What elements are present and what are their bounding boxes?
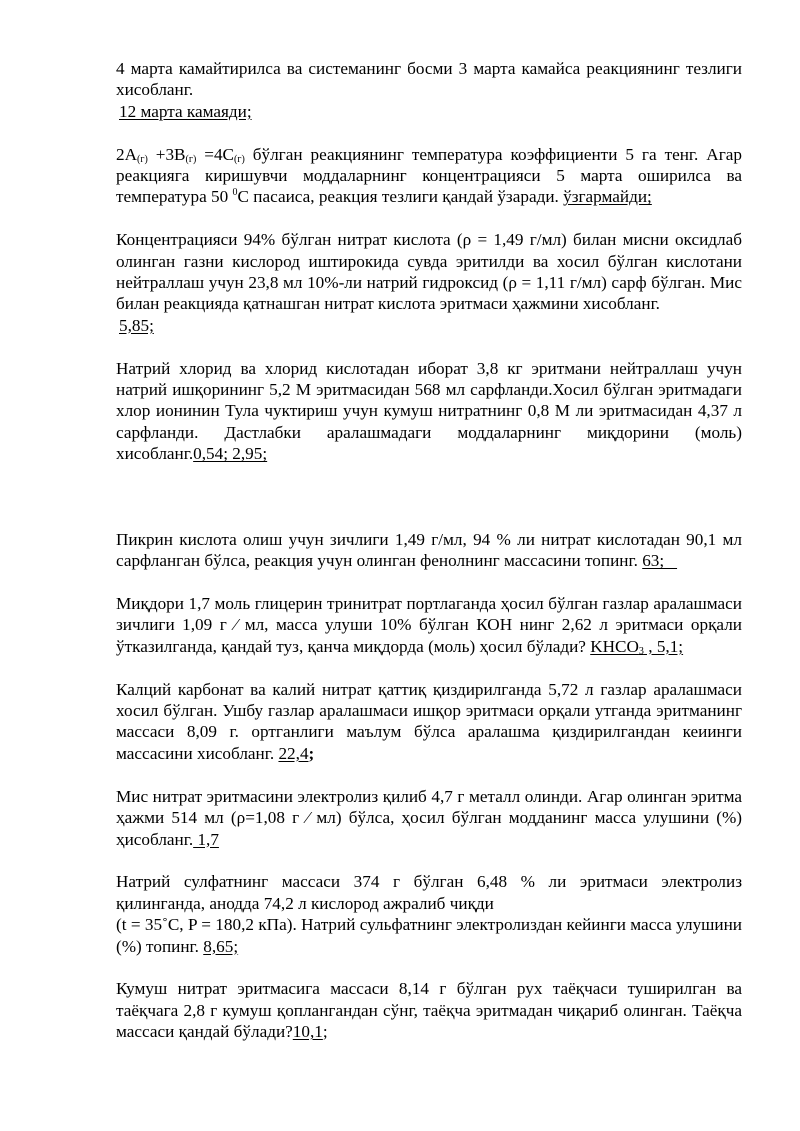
problem-text: Концентрацияси 94% бўлган нитрат кислота (ρ = 1,49 г/мл) билан мисни оксидлаб олинган газни кислород иштирокида сувда эритилди ва хосил бўлган кислотани нейтраллаш учун 23,8 мл 10%-ли натрий гидроксид (ρ = 1,11 г/мл) сарф бўлган. Мис билан реакцияда қатнашган нитрат кислота эритмаси ҳажмини хисобланг. xyxy=(116,230,742,314)
problem-text xyxy=(116,786,742,850)
problem-text-part: Пикрин кислота олиш учун зичлиги 1,49 г/мл, 94 % ли нитрат кислотадан 90,1 мл сарфланган бўлса, реакция учун олинган фенолнинг массасини топинг. xyxy=(116,529,742,571)
answer-value: , 5,1; xyxy=(643,636,684,656)
problem-text-part: Кумуш нитрат эритмасига массаси 8,14 г бўлган рух таёқчаси туширилган ва таёқчага 2,8 г кумуш қоплангандан сўнг, таёқча эритмадан чиқариб олинган. Таёқча массаси қандай бўлади? xyxy=(116,979,742,1042)
answer: 10,1 xyxy=(292,1022,323,1042)
problem-text xyxy=(116,358,742,465)
subscript: 3 xyxy=(638,645,644,657)
answer: 5,85; xyxy=(119,315,154,335)
problem-text xyxy=(116,144,742,208)
answer-tail: ; xyxy=(308,743,315,763)
superscript: 0 xyxy=(232,187,238,199)
subscript: (г) xyxy=(137,153,148,165)
problem-text xyxy=(116,914,742,957)
problem-text-part: Миқдори 1,7 моль глицерин тринитрат портлаганда ҳосил бўлган газлар аралашмаси зичлиги 1,09 г ⁄ мл, масса улуши 10% бўлган КОН нинг 2,62 л эритмаси орқали ўтказилганда, қандай туз, қанча миқдорда (моль) ҳосил бўлади? xyxy=(116,594,742,656)
answer: 63; xyxy=(642,551,678,571)
answer-tail: ; xyxy=(322,1022,328,1042)
answer xyxy=(590,637,683,656)
answer: 8,65; xyxy=(203,936,239,956)
problem-text-part: Калций карбонат ва калий нитрат қаттиқ қиздирилганда 5,72 л газлар аралашмаси хосил бўлган. Ушбу газлар аралашмаси ишқор эритмаси орқали утганда эритманинг массаси 8,09 г. ортганлиги маълум бўлса аралашма қиздирилгандан кеиинги массасини хисобланг. xyxy=(116,679,742,763)
answer: 0,54; 2,95; xyxy=(193,444,268,464)
answer: ўзгармайди; xyxy=(563,187,652,207)
problem-text-part: С пасаиса, реакция тезлиги қандай ўзаради. xyxy=(237,187,564,207)
problem-text-part: бўлган реакциянинг температура коэффициенти 5 га тенг. Агар реакцияга киришувчи моддаларнинг концентрацияси 5 марта оширилса ва температура 50 xyxy=(116,144,742,207)
problem-text: Натрий сулфатнинг массаси 374 г бўлган 6,48 % ли эритмаси электролиз қилинганда, аноддa 74,2 л кислород ажралиб чиқди xyxy=(116,872,742,913)
formula: KHCO xyxy=(590,636,639,656)
answer: 12 марта камаяди; xyxy=(119,101,252,121)
subscript: (г) xyxy=(185,153,197,165)
problem-text-part: (t = 35˚С, P = 180,2 кПа). Натрий сульфатнинг электролиздан кейинги масса улушини (%) топинг. xyxy=(116,915,742,956)
answer-line xyxy=(116,315,742,336)
problem-text xyxy=(116,593,742,657)
subscript: (г) xyxy=(234,153,245,165)
equation-term: =4C xyxy=(196,144,235,164)
document-page xyxy=(116,58,742,1043)
problem-text xyxy=(116,529,742,572)
answer: 1,7 xyxy=(193,829,219,849)
problem-text-part: Натрий хлорид ва хлорид кислотадан иборат 3,8 кг эритмани нейтраллаш учун натрий ишқорининг 5,2 М эритмасидан 568 мл сарфланди.Хосил бўлган эритмадаги хлор ионинин Тула чуктириш учун кумуш нитратнинг 0,8 М ли эритмасидан 4,37 л сарфланди. Дастлабки аралашмадаги моддаларнинг миқдорини (моль) хисобланг. xyxy=(116,358,742,464)
equation-term: +3B xyxy=(147,144,186,164)
problem-text xyxy=(116,978,742,1042)
problem-text xyxy=(116,679,742,765)
answer: 22,4 xyxy=(278,743,309,763)
problem-text-part: Мис нитрат эритмасини электролиз қилиб 4,7 г металл олинди. Агар олинган эритма ҳажми 514 мл (ρ=1,08 г ⁄ мл) бўлса, ҳосил бўлган модданинг масса улушини (%) ҳисобланг. xyxy=(116,786,742,849)
problem-text: 4 марта камайтирилса ва системанинг босми 3 марта камайса реакциянинг тезлиги хисобланг. xyxy=(116,59,742,100)
answer-line xyxy=(116,101,742,122)
equation-term: 2A xyxy=(116,144,138,164)
